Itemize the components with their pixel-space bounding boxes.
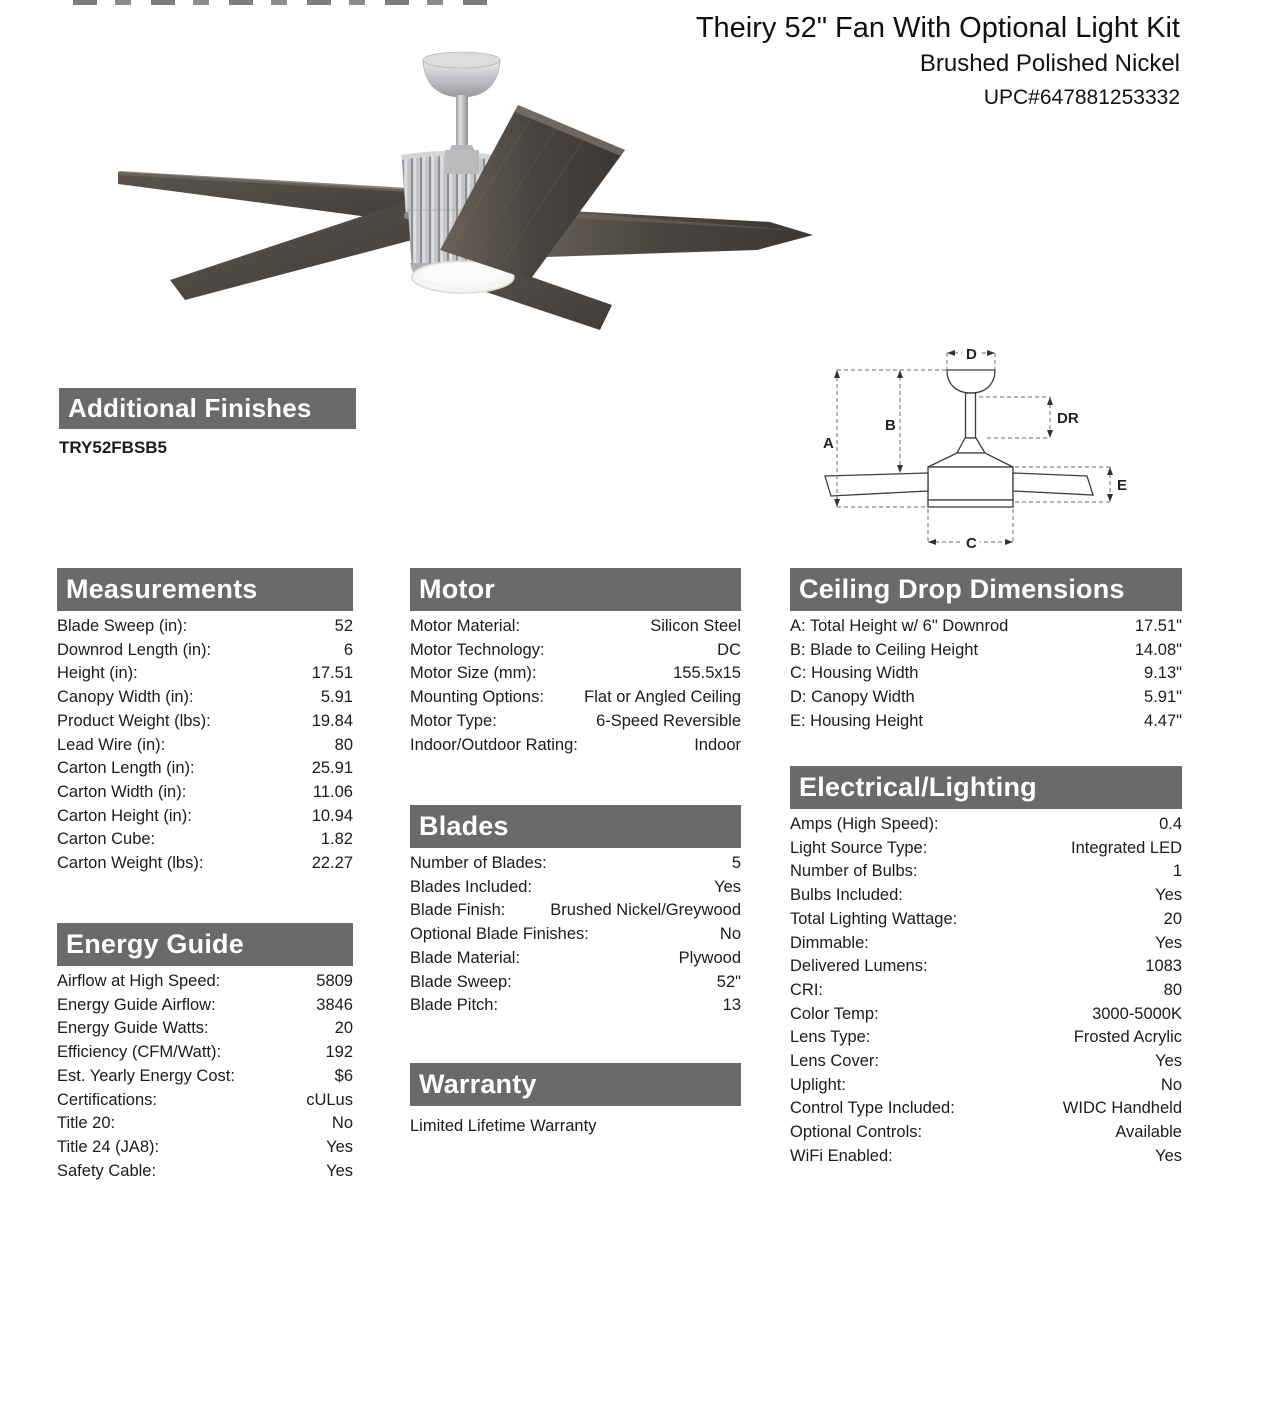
spec-value: DC: [717, 640, 741, 659]
spec-row: [790, 1074, 1182, 1098]
spec-value: 5.91": [1144, 688, 1182, 707]
spec-value: 9.13": [1144, 664, 1182, 683]
spec-row: [790, 813, 1182, 837]
section-warranty: [410, 1063, 741, 1136]
spec-value: 1.82: [320, 830, 353, 849]
spec-value: 22.27: [311, 854, 353, 873]
spec-label: Bulbs Included:: [790, 886, 903, 905]
spec-value: 80: [1163, 980, 1182, 999]
spec-value: No: [331, 1114, 353, 1133]
spec-value: cULus: [306, 1090, 353, 1109]
spec-label: A: Total Height w/ 6" Downrod: [790, 617, 1009, 635]
spec-label: Dimmable:: [790, 933, 869, 952]
spec-value: Yes: [714, 877, 741, 896]
spec-label: Canopy Width (in):: [57, 688, 194, 707]
spec-row: [790, 1121, 1182, 1145]
spec-label: CRI:: [790, 980, 823, 999]
spec-row: [57, 1089, 353, 1113]
spec-value: 5: [731, 854, 741, 872]
spec-label: Motor Size (mm):: [410, 664, 537, 683]
spec-row: [57, 662, 353, 686]
spec-value: 6: [343, 640, 353, 659]
section-measurements: [57, 568, 353, 876]
spec-label: Carton Weight (lbs):: [57, 854, 204, 873]
spec-row: [57, 757, 353, 781]
spec-value: 10.94: [311, 806, 353, 825]
spec-value: 17.51": [1134, 617, 1182, 635]
spec-label: Color Temp:: [790, 1004, 879, 1023]
spec-row: [410, 923, 741, 947]
spec-value: Yes: [326, 1137, 353, 1156]
spec-row: [410, 899, 741, 923]
spec-value: 192: [325, 1043, 353, 1062]
spec-row: [790, 979, 1182, 1003]
spec-label: Total Lighting Wattage:: [790, 909, 958, 928]
spec-value: Yes: [1155, 886, 1182, 905]
spec-row: [57, 828, 353, 852]
dimension-diagram: [815, 335, 1145, 563]
spec-label: D: Canopy Width: [790, 688, 915, 707]
spec-row: [790, 1026, 1182, 1050]
spec-value: 19.84: [311, 711, 353, 730]
dim-label-dr: DR: [1057, 410, 1079, 427]
spec-value: $6: [334, 1066, 353, 1085]
spec-value: Yes: [1155, 1146, 1182, 1165]
spec-row: [57, 852, 353, 876]
dim-label-c: C: [966, 535, 977, 552]
section-heading: Energy Guide: [57, 923, 353, 966]
spec-row: [57, 1112, 353, 1136]
spec-table: [790, 615, 1182, 734]
spec-label: Optional Blade Finishes:: [410, 925, 589, 944]
diagram-housing-top: [928, 453, 1013, 467]
spec-label: Title 24 (JA8):: [57, 1137, 160, 1156]
spec-label: Blade Material:: [410, 948, 521, 967]
spec-row: [790, 860, 1182, 884]
spec-row: [57, 1136, 353, 1160]
spec-row: [57, 1017, 353, 1041]
spec-row: [790, 639, 1182, 663]
spec-table: [790, 813, 1182, 1169]
spec-row: [410, 852, 741, 876]
spec-label: Indoor/Outdoor Rating:: [410, 735, 578, 754]
spec-value: 5.91: [320, 688, 353, 707]
cropped-header-text: [73, 0, 505, 5]
spec-row: [410, 639, 741, 663]
product-title: Theiry 52" Fan With Optional Light Kit: [695, 12, 1180, 44]
spec-value: 11.06: [312, 782, 353, 801]
spec-value: 3000-5000K: [1092, 1004, 1182, 1023]
spec-label: Lead Wire (in):: [57, 735, 166, 754]
spec-row: [410, 662, 741, 686]
spec-label: Light Source Type:: [790, 838, 928, 857]
spec-label: Blade Sweep (in):: [57, 617, 188, 635]
fan-product-image: [105, 42, 825, 342]
section-motor: [410, 568, 741, 757]
diagram-flare: [957, 438, 985, 453]
spec-row: [790, 837, 1182, 861]
spec-label: Est. Yearly Energy Cost:: [57, 1066, 235, 1085]
section-heading: Measurements: [57, 568, 353, 611]
section-electrical: [790, 766, 1182, 1169]
spec-label: B: Blade to Ceiling Height: [790, 640, 979, 659]
spec-row: [57, 781, 353, 805]
spec-label: Certifications:: [57, 1090, 157, 1109]
spec-value: Available: [1115, 1123, 1182, 1142]
spec-label: Height (in):: [57, 664, 138, 683]
spec-value: 6-Speed Reversible: [596, 711, 741, 730]
spec-row: [410, 876, 741, 900]
spec-label: Amps (High Speed):: [790, 815, 939, 833]
spec-row: [790, 686, 1182, 710]
spec-value: Plywood: [678, 948, 741, 967]
spec-value: No: [719, 925, 741, 944]
spec-label: Downrod Length (in):: [57, 640, 212, 659]
spec-row: [57, 686, 353, 710]
spec-label: Title 20:: [57, 1114, 116, 1133]
product-finish: Brushed Polished Nickel: [919, 50, 1180, 77]
warranty-text: Limited Lifetime Warranty: [410, 1117, 597, 1135]
section-heading: Motor: [410, 568, 741, 611]
spec-label: Control Type Included:: [790, 1099, 955, 1118]
spec-row: [57, 994, 353, 1018]
spec-value: Yes: [1155, 933, 1182, 952]
spec-label: Blade Finish:: [410, 901, 506, 920]
spec-value: 25.91: [311, 759, 353, 778]
section-ceiling-drop: [790, 568, 1182, 734]
section-energy-guide: [57, 923, 353, 1183]
spec-label: Efficiency (CFM/Watt):: [57, 1043, 222, 1062]
spec-row: [790, 908, 1182, 932]
spec-row: [57, 710, 353, 734]
section-additional-finishes: [59, 388, 356, 458]
spec-table: [57, 615, 353, 876]
fan-downrod: [456, 95, 468, 147]
spec-label: Energy Guide Watts:: [57, 1019, 209, 1038]
fan-blade: [170, 202, 435, 300]
spec-row: [790, 1097, 1182, 1121]
spec-row: [410, 710, 741, 734]
section-heading: Warranty: [410, 1063, 741, 1106]
section-blades: [410, 805, 741, 1018]
spec-value: 5809: [316, 972, 353, 990]
dim-label-a: A: [823, 435, 834, 452]
section-heading: Blades: [410, 805, 741, 848]
spec-label: WiFi Enabled:: [790, 1146, 893, 1165]
diagram-housing: [928, 467, 1013, 500]
spec-label: Lens Cover:: [790, 1052, 879, 1071]
spec-label: Blade Pitch:: [410, 996, 499, 1015]
spec-value: 0.4: [1159, 815, 1182, 833]
spec-label: Motor Type:: [410, 711, 497, 730]
spec-value: 1: [1172, 862, 1182, 881]
spec-row: [790, 884, 1182, 908]
product-upc: UPC#647881253332: [983, 86, 1180, 109]
spec-label: Delivered Lumens:: [790, 957, 928, 976]
spec-table: [57, 970, 353, 1183]
diagram-blade-right: [1013, 473, 1093, 495]
spec-value: 80: [334, 735, 353, 754]
spec-row: [790, 615, 1182, 639]
spec-label: Blades Included:: [410, 877, 533, 896]
diagram-canopy: [947, 370, 995, 393]
spec-value: 20: [334, 1019, 353, 1038]
dim-label-e: E: [1117, 477, 1128, 494]
spec-label: Blade Sweep:: [410, 972, 512, 991]
diagram-housing-band: [928, 500, 1013, 507]
spec-value: 13: [722, 996, 741, 1015]
spec-row: [410, 734, 741, 758]
spec-value: 52: [334, 617, 353, 635]
spec-value: Yes: [326, 1161, 353, 1180]
spec-row: [790, 1050, 1182, 1074]
spec-row: [57, 1160, 353, 1184]
spec-value: Flat or Angled Ceiling: [584, 688, 741, 707]
spec-label: Number of Bulbs:: [790, 862, 918, 881]
spec-label: Carton Cube:: [57, 830, 156, 849]
spec-label: Optional Controls:: [790, 1123, 923, 1142]
spec-label: Uplight:: [790, 1075, 846, 1094]
spec-value: 4.47": [1144, 711, 1182, 730]
dim-label-b: B: [885, 417, 896, 434]
spec-value: No: [1160, 1075, 1182, 1094]
spec-value: 52": [716, 972, 741, 991]
spec-table: [410, 852, 741, 1018]
spec-row: [410, 994, 741, 1018]
spec-label: Carton Width (in):: [57, 782, 187, 801]
spec-value: Brushed Nickel/Greywood: [550, 901, 741, 920]
spec-value: Yes: [1155, 1052, 1182, 1071]
spec-value: Indoor: [694, 735, 741, 754]
diagram-downrod: [966, 393, 976, 438]
spec-row: [57, 1041, 353, 1065]
spec-row: [57, 1065, 353, 1089]
spec-label: Lens Type:: [790, 1028, 871, 1047]
spec-label: Motor Technology:: [410, 640, 545, 659]
spec-label: C: Housing Width: [790, 664, 919, 683]
spec-label: Safety Cable:: [57, 1161, 157, 1180]
spec-row: [57, 639, 353, 663]
spec-label: E: Housing Height: [790, 711, 923, 730]
section-heading: Ceiling Drop Dimensions: [790, 568, 1182, 611]
model-code: TRY52FBSB5: [59, 438, 168, 457]
spec-value: 1083: [1145, 957, 1182, 976]
section-heading: Electrical/Lighting: [790, 766, 1182, 809]
spec-value: 20: [1163, 909, 1182, 928]
dim-label-d: D: [966, 346, 977, 363]
spec-value: 14.08": [1134, 640, 1182, 659]
spec-value: Silicon Steel: [650, 617, 741, 635]
spec-value: 17.51: [311, 664, 353, 683]
spec-label: Number of Blades:: [410, 854, 547, 872]
spec-label: Carton Length (in):: [57, 759, 195, 778]
spec-row: [410, 971, 741, 995]
diagram-blade-left: [825, 473, 928, 496]
spec-row: [790, 1145, 1182, 1169]
spec-label: Carton Height (in):: [57, 806, 192, 825]
spec-row: [790, 932, 1182, 956]
spec-label: Motor Material:: [410, 617, 521, 635]
spec-value: 155.5x15: [673, 664, 741, 683]
spec-row: [410, 686, 741, 710]
spec-row: [57, 734, 353, 758]
spec-row: [790, 955, 1182, 979]
spec-row: [410, 615, 741, 639]
spec-label: Energy Guide Airflow:: [57, 995, 216, 1014]
section-heading: Additional Finishes: [59, 388, 356, 429]
spec-row: [790, 662, 1182, 686]
spec-value: WIDC Handheld: [1062, 1099, 1182, 1118]
fan-canopy: [423, 52, 500, 97]
spec-label: Mounting Options:: [410, 688, 544, 707]
spec-row: [57, 970, 353, 994]
spec-value: Frosted Acrylic: [1073, 1028, 1182, 1047]
spec-value: 3846: [316, 995, 353, 1014]
spec-value: Integrated LED: [1071, 838, 1182, 857]
spec-label: Airflow at High Speed:: [57, 972, 221, 990]
spec-row: [790, 710, 1182, 734]
spec-table: [410, 615, 741, 757]
spec-row: [410, 947, 741, 971]
spec-row: [790, 1003, 1182, 1027]
spec-row: [57, 805, 353, 829]
spec-row: [57, 615, 353, 639]
spec-label: Product Weight (lbs):: [57, 711, 211, 730]
